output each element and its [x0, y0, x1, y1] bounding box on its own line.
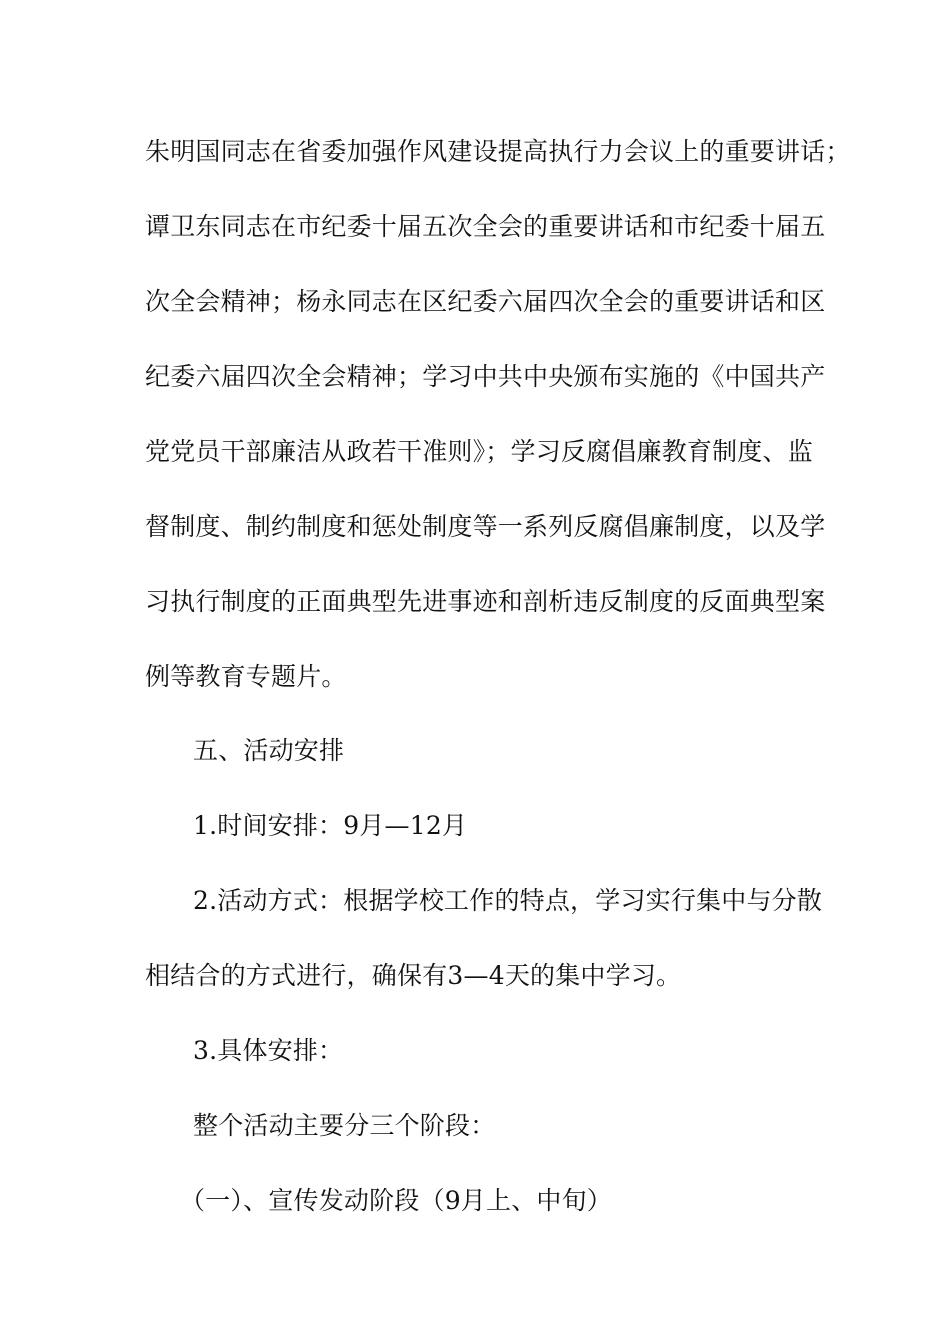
item-3-specific: 3.具体安排：	[193, 1036, 344, 1065]
item-1-time: 1.时间安排：9月—12月	[193, 811, 468, 840]
paragraph-line-4: 纪委六届四次全会精神；学习中共中央颁布实施的《中国共产	[145, 362, 826, 391]
paragraph-line-5: 党党员干部廉洁从政若干准则》；学习反腐倡廉教育制度、监	[145, 437, 813, 466]
paragraph-line-6: 督制度、制约制度和惩处制度等一系列反腐倡廉制度，以及学	[145, 512, 826, 541]
paragraph-line-7: 习执行制度的正面典型先进事迹和剖析违反制度的反面典型案	[145, 587, 826, 616]
paragraph-line-2: 谭卫东同志在市纪委十届五次全会的重要讲话和市纪委十届五	[145, 212, 826, 241]
item-2-line-2: 相结合的方式进行，确保有3—4天的集中学习。	[145, 961, 682, 990]
stages-intro: 整个活动主要分三个阶段：	[193, 1111, 496, 1140]
paragraph-line-3: 次全会精神；杨永同志在区纪委六届四次全会的重要讲话和区	[145, 287, 826, 316]
section-heading: 五、活动安排	[193, 736, 345, 765]
paragraph-line-8: 例等教育专题片。	[145, 662, 347, 691]
paragraph-line-1: 朱明国同志在省委加强作风建设提高执行力会议上的重要讲话；	[145, 137, 851, 166]
item-2-line-1: 2.活动方式：根据学校工作的特点，学习实行集中与分散	[193, 886, 823, 915]
stage-1-heading: （一）、宣传发动阶段（9月上、中旬）	[180, 1186, 613, 1215]
